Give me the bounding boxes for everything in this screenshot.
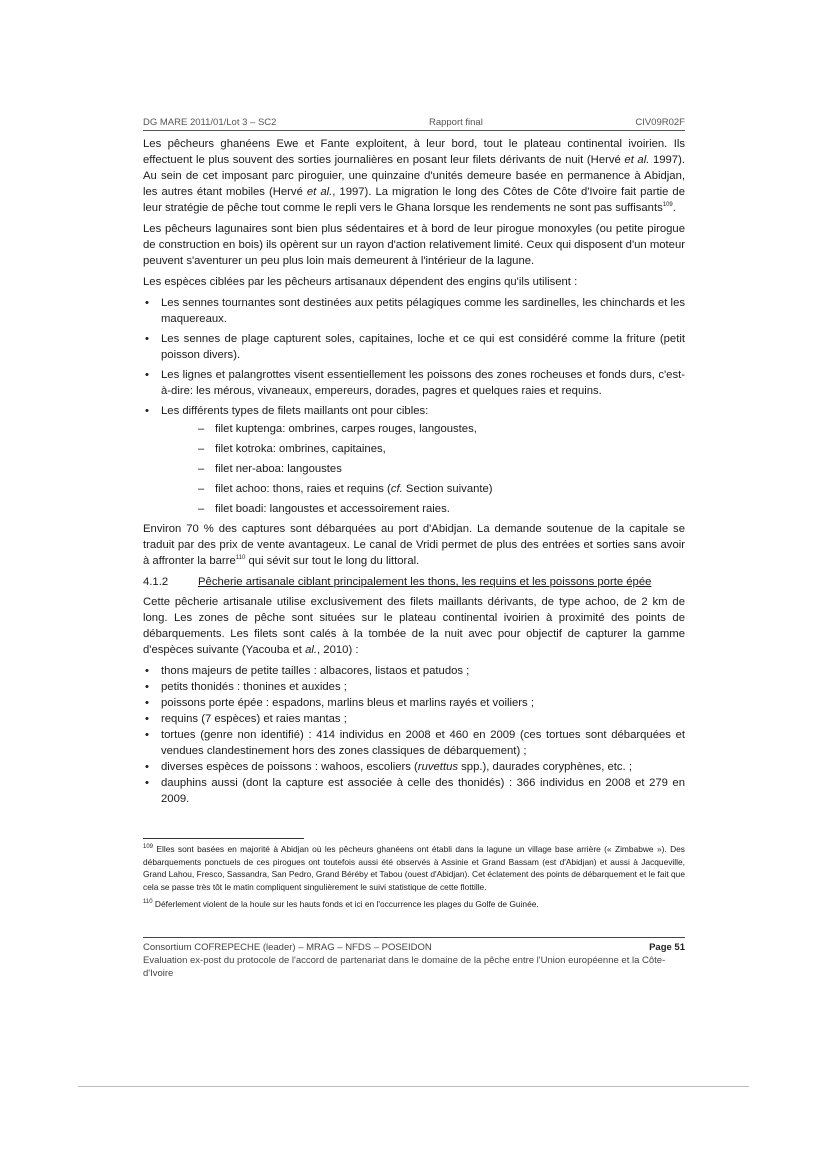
footnote-ref-110[interactable]: 110 [235,555,246,562]
page-body [143,136,685,811]
list-item: • thons majeurs de petite tailles : albacores, listaos et patudos ; [143,663,685,679]
section-title: Pêcherie artisanale ciblant principalement les thons, les requins et les poissons porte épée [198,576,652,588]
list-item: • requins (7 espèces) et raies mantas ; [143,711,685,727]
list-item: – filet achoo: thons, raies et requins (cf. Section suivante) [143,481,685,497]
list-item: – filet kuptenga: ombrines, carpes rouges, langoustes, [143,421,685,437]
paragraph-target-species-intro: Les espèces ciblées par les pêcheurs artisanaux dépendent des engins qu'ils utilisent : [143,276,578,288]
paragraph-drift-nets: Cette pêcherie artisanale utilise exclusivement des filets maillants dérivants, de type achoo, de 2 km de long. Les zones de pêche sont situées sur le plateau continental ivoirien à proximité des points de débarquements. Les filets sont calés à la tombée de la nuit avec pour objectif de capturer la gamme d'espèces suivante (Yacouba et al., 2010) : [143,596,685,656]
section-number: 4.1.2 [143,576,169,588]
list-item: • diverses espèces de poissons : wahoos, escoliers (ruvettus spp.), daurades coryphènes, etc. ; [143,759,685,775]
footer-consortium: Consortium COFREPECHE (leader) – MRAG – NFDS – POSEIDON [143,942,432,953]
footnote-separator [143,838,304,839]
list-item: • poissons porte épée : espadons, marlins bleus et marlins rayés et voiliers ; [143,695,685,711]
section-heading [143,574,685,590]
list-item: • Les lignes et palangrottes visent essentiellement les poissons des zones rocheuses et fonds durs, c'est-à-dire: les mérous, vivaneaux, empereurs, dorades, pagres et quelques raies et requins. [143,367,685,399]
footer-subtitle: Evaluation ex-post du protocole de l'accord de partenariat dans le domaine de la pêche entre l'Union européenne et la Côte-d'Ivoire [143,955,666,979]
header-code: CIV09R02F [635,117,685,128]
list-item: – filet ner-aboa: langoustes [143,461,685,477]
list-item: – filet kotroka: ombrines, capitaines, [143,441,685,457]
paragraph-ghana-fishers: Les pêcheurs ghanéens Ewe et Fante exploitent, à leur bord, tout le plateau continental ivoirien. Ils effectuent le plus souvent des sorties journalières en posant leur filets dérivants de nuit (Hervé et al. 1997). Au sein de cet imposant parc piroguier, une quinzaine d'unités demeure basée en permanence à Abidjan, les autres étant mobiles (Hervé et al., 1997). La migration le long des Côtes de Côte d'Ivoire fait partie de leur stratégie de pêche tout comme le repli vers le Ghana lorsque les rendements ne sont pas suffisants$^{109}$. [143,138,685,214]
footnotes [143,843,685,916]
header-report-type: Rapport final [428,117,483,128]
net-types-list [143,421,685,517]
list-item: • Les différents types de filets maillants ont pour cibles: – filet kuptenga: ombrines, carpes rouges, langoustes, – filet kotroka: ombrines, capitaines, – filet ner-aboa: langoustes – filet achoo: thons, raies et requins (cf. Section suivante) – filet boadi: langoustes et accessoirement raies. [143,403,685,517]
paragraph-landings: Environ 70 % des captures sont débarquées au port d'Abidjan. La demande soutenue de la capitale se traduit par des prix de vente avantageux. Le canal de Vridi permet de plus des entrées et sorties sans avoir à affronter la barre$^{110}$ qui sévit sur tout le long du littoral. [143,523,685,567]
list-item: • petits thonidés : thonines et auxides ; [143,679,685,695]
page-bottom-divider [78,1086,749,1087]
list-item: • tortues (genre non identifié) : 414 individus en 2008 et 460 en 2009 (ces tortues sont débarquées et vendues clandestinement hors des zones classiques de débarquement) ; [143,727,685,759]
footnote-109: $^{109}$ Elles sont basées en majorité à Abidjan où les pêcheurs ghanéens ont établi dans la lagune un village base arrière (« Zimbabwe »). Des débarquements ponctuels de ces pirogues ont toutefois aussi été observés à Assinie et Grand Bassam (est d'Abidjan) et aussi à Jacqueville, Grand Lahou, Fresco, Sassandra, San Pedro, Grand Béréby et Tabou (ouest d'Abidjan). Cet éclatement des points de débarquement et le fait que cela se passe très tôt le matin compliquent singulièrement le suivi statistique de cette flottille. [143,844,685,892]
paragraph-lagoon-fishers: Les pêcheurs lagunaires sont bien plus sédentaires et à bord de leur pirogue monoxyles (ou petite pirogue de construction en bois) ils opèrent sur un rayon d'action relativement limité. Ceux qui disposent d'un moteur peuvent s'aventurer un peu plus loin mais demeurent à l'intérieur de la lagune. [143,223,685,267]
page-header [143,117,685,131]
list-item: • dauphins aussi (dont la capture est associée à celle des thonidés) : 366 individus en 2008 et 279 en 2009. [143,775,685,807]
gear-list [143,295,685,517]
header-reference: DG MARE 2011/01/Lot 3 – SC2 [143,117,277,128]
list-item: • Les sennes tournantes sont destinées aux petits pélagiques comme les sardinelles, les chinchards et les maquereaux. [143,295,685,327]
footnote-110: $^{110}$ Déferlement violent de la houle sur les hauts fonds et ici en l'occurrence les plages du Golfe de Guinée. [143,899,539,910]
page-footer [143,937,685,980]
page-number: Page 51 [649,942,685,953]
footnote-ref-109[interactable]: 109 [662,202,673,209]
list-item: • Les sennes de plage capturent soles, capitaines, loche et ce qui est considéré comme la friture (petit poisson divers). [143,331,685,363]
list-item: – filet boadi: langoustes et accessoirement raies. [143,501,685,517]
species-list [143,663,685,807]
